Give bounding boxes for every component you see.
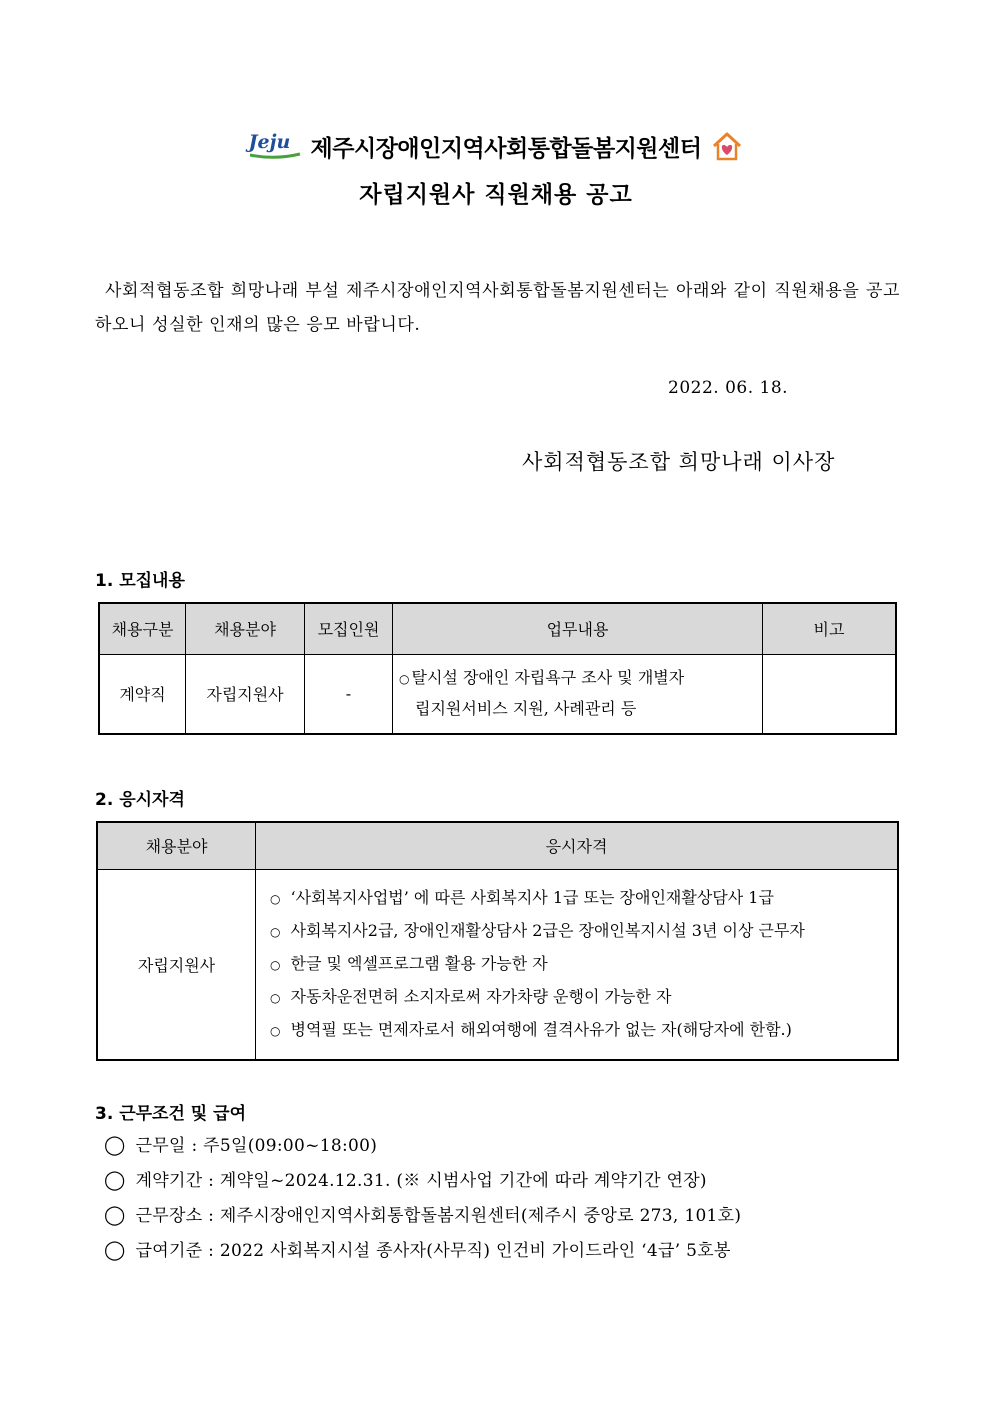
large-circle-bullet-icon: ◯ [104, 1239, 126, 1261]
table-header-row [97, 822, 898, 869]
header-cell: 응시자격 [256, 822, 899, 869]
table-row [99, 654, 896, 734]
intro-paragraph: 사회적협동조합 희망나래 부설 제주시장애인지역사회통합돌봄지원센터는 아래와 같이 직원채용을 공고하오니 성실한 인재의 많은 응모 바랍니다. [95, 281, 900, 335]
circle-bullet-icon: ○ [270, 990, 281, 1005]
list-item: ◯ 근무장소 : 제주시장애인지역사회통합돌봄지원센터(제주시 중앙로 273, 101호) [104, 1204, 742, 1226]
section1-title: 1. 모집내용 [95, 571, 185, 591]
conditions-list [104, 1128, 741, 1268]
qualification-list [256, 870, 897, 1059]
document-header [0, 128, 992, 164]
field-cell: 자립지원사 [186, 654, 305, 734]
section2-title: 2. 응시자격 [95, 790, 185, 810]
header-cell: 비고 [763, 603, 897, 654]
table-header-row [99, 603, 896, 654]
circle-bullet-icon: ○ [399, 672, 410, 687]
large-circle-bullet-icon: ◯ [104, 1134, 126, 1156]
large-circle-bullet-icon: ◯ [104, 1169, 126, 1191]
list-item: ○ 사회복지사2급, 장애인재활상담사 2급은 장애인복지시설 3년 이상 근무자 [270, 920, 805, 940]
header-cell: 채용분야 [97, 822, 256, 869]
type-cell: 계약직 [99, 654, 186, 734]
list-item: ○ ‘사회복지사업법’ 에 따른 사회복지사 1급 또는 장애인재활상담사 1급 [270, 887, 774, 907]
header-cell: 모집인원 [305, 603, 393, 654]
signer: 사회적협동조합 희망나래 이사장 [522, 450, 836, 474]
duty-line: ○ 탈시설 장애인 자립욕구 조사 및 개별자 [399, 668, 685, 688]
list-item: ◯ 근무일 : 주5일(09:00~18:00) [104, 1134, 378, 1156]
recruitment-table [98, 602, 897, 735]
table-row [97, 869, 898, 1060]
circle-bullet-icon: ○ [270, 1023, 281, 1038]
logo-swoosh-icon [249, 151, 301, 159]
circle-bullet-icon: ○ [270, 924, 281, 939]
header-cell: 업무내용 [393, 603, 763, 654]
duty-line: 립지원서비스 지원, 사례관리 등 [415, 699, 637, 719]
org-name: 제주시장애인지역사회통합돌봄지원센터 [310, 135, 702, 162]
jeju-logo: Jeju [249, 133, 301, 159]
circle-bullet-icon: ○ [270, 957, 281, 972]
header-cell: 채용분야 [186, 603, 305, 654]
note-cell [763, 654, 897, 734]
list-item: ○ 한글 및 엑셀프로그램 활용 가능한 자 [270, 953, 548, 973]
section3-title: 3. 근무조건 및 급여 [95, 1104, 246, 1124]
large-circle-bullet-icon: ◯ [104, 1204, 126, 1226]
list-item: ◯ 계약기간 : 계약일~2024.12.31. (※ 시범사업 기간에 따라 계약기간 연장) [104, 1169, 707, 1191]
field-cell: 자립지원사 [97, 869, 256, 1060]
header-cell: 채용구분 [99, 603, 186, 654]
circle-bullet-icon: ○ [270, 891, 281, 906]
notice-date: 2022. 06. 18. [668, 378, 789, 398]
house-heart-icon [711, 130, 743, 162]
qualification-cell [256, 869, 899, 1060]
count-cell: - [305, 654, 393, 734]
list-item: ◯ 급여기준 : 2022 사회복지시설 종사자(사무직) 인건비 가이드라인 ‘4급’ 5호봉 [104, 1239, 731, 1261]
document-title: 자립지원사 직원채용 공고 [359, 181, 633, 208]
qualification-table [96, 821, 899, 1061]
list-item: ○ 병역필 또는 면제자로서 해외여행에 결격사유가 없는 자(해당자에 한함.) [270, 1019, 792, 1039]
duty-cell [393, 654, 763, 734]
list-item: ○ 자동차운전면허 소지자로써 자가차량 운행이 가능한 자 [270, 986, 672, 1006]
